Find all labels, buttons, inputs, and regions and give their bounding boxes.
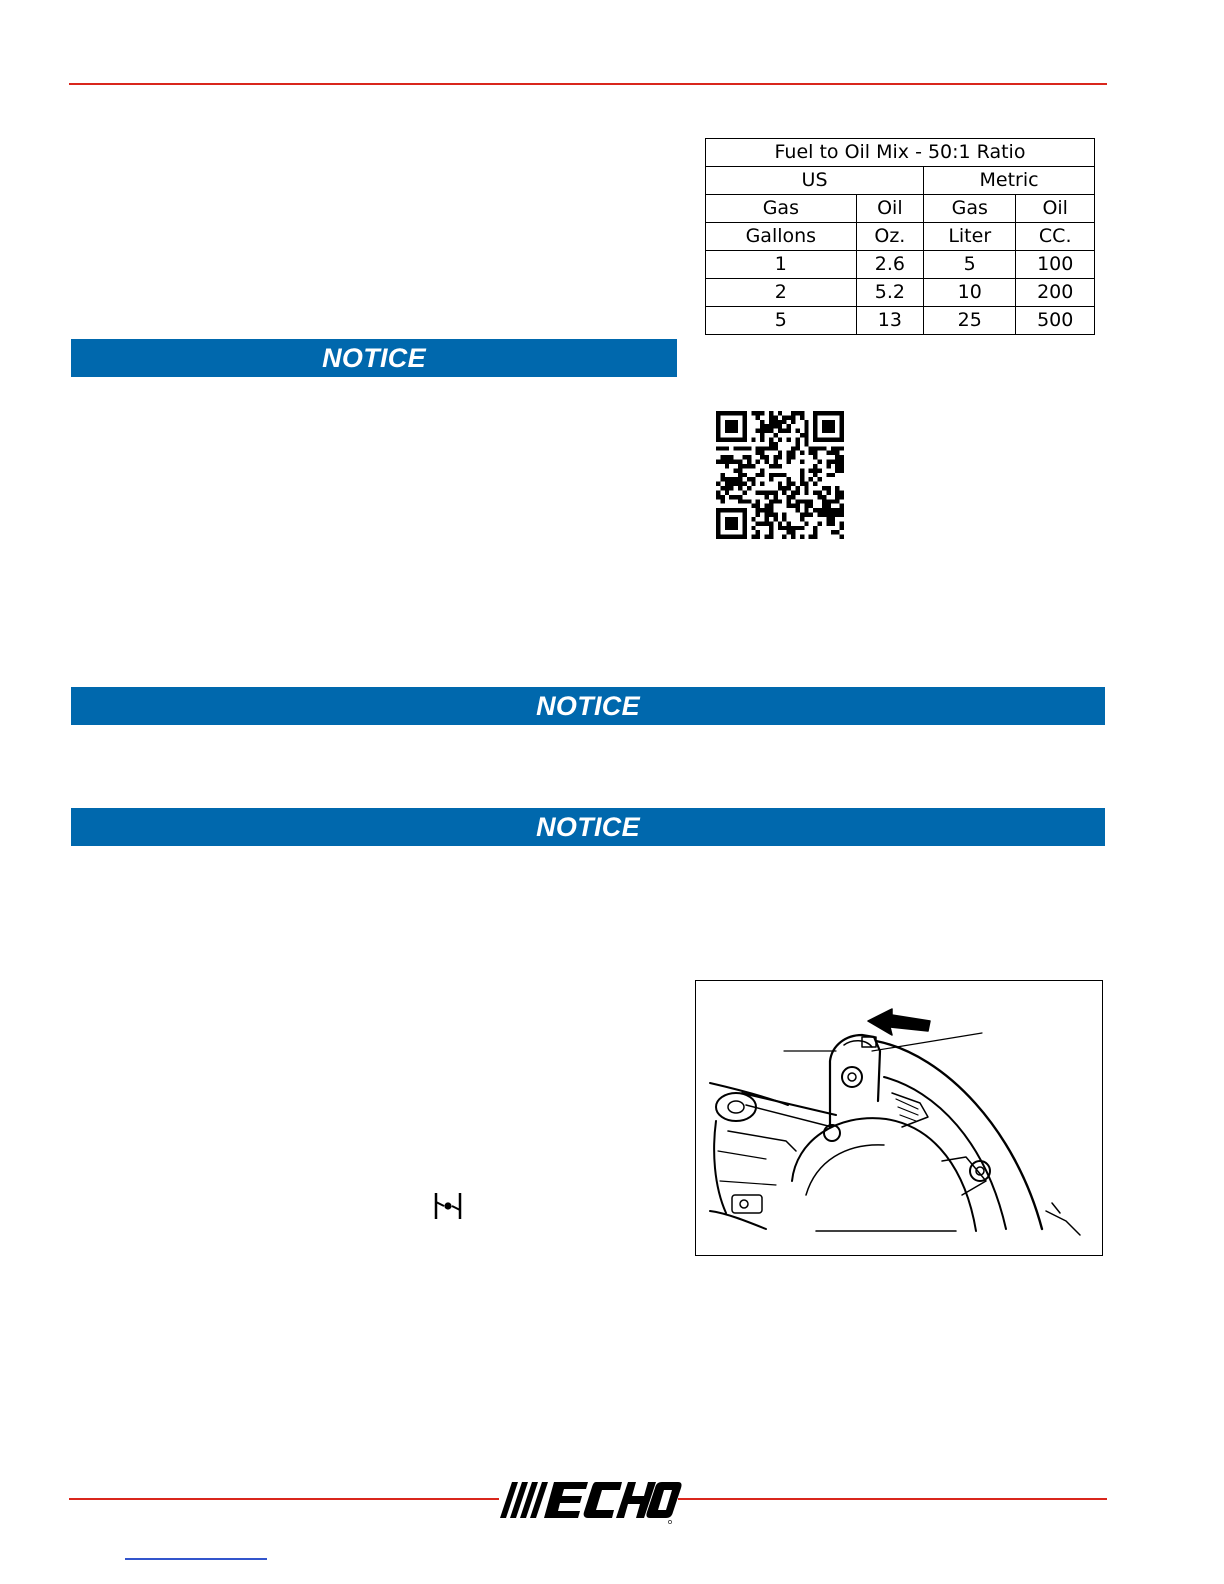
table-cell: 5.2: [856, 279, 923, 307]
footer-rule-left: [69, 1498, 499, 1500]
echo-logo: [498, 1478, 682, 1524]
table-unit-cell: Oz.: [856, 223, 923, 251]
notice-label: NOTICE: [322, 342, 426, 373]
qr-code-icon[interactable]: [716, 411, 844, 539]
table-header-row: [706, 195, 1095, 223]
table-cell: 500: [1016, 307, 1095, 335]
table-row: [706, 307, 1095, 335]
table-cell: 10: [924, 279, 1016, 307]
table-unit-cell: Liter: [924, 223, 1016, 251]
notice-label: NOTICE: [536, 811, 640, 842]
table-unit-cell: CC.: [1016, 223, 1095, 251]
table-cell: 200: [1016, 279, 1095, 307]
table-cell: 1: [706, 251, 857, 279]
header-rule: [69, 83, 1107, 85]
table-row: [706, 279, 1095, 307]
table-cell: 13: [856, 307, 923, 335]
notice-banner-2: [71, 687, 1105, 725]
arrow-icon: [868, 1009, 930, 1035]
choke-symbol-icon: [432, 1190, 464, 1222]
notice-banner-3: [71, 808, 1105, 846]
table-units-row: [706, 223, 1095, 251]
group-us: US: [706, 167, 924, 195]
table-header-cell: Oil: [1016, 195, 1095, 223]
table-cell: 100: [1016, 251, 1095, 279]
table-cell: 25: [924, 307, 1016, 335]
table-header-cell: Gas: [706, 195, 857, 223]
table-cell: 2.6: [856, 251, 923, 279]
table-cell: 2: [706, 279, 857, 307]
footer-link-underline[interactable]: [125, 1558, 267, 1560]
table-cell: 5: [706, 307, 857, 335]
blower-illustration: [695, 980, 1103, 1256]
table-title-row: [706, 139, 1095, 167]
table-group-row: [706, 167, 1095, 195]
notice-label: NOTICE: [536, 690, 640, 721]
group-metric: Metric: [924, 167, 1095, 195]
table-header-cell: Oil: [856, 195, 923, 223]
footer-rule-right: [678, 1498, 1107, 1500]
fuel-mix-table: [705, 138, 1095, 335]
notice-banner-1: [71, 339, 677, 377]
table-title: Fuel to Oil Mix - 50:1 Ratio: [706, 139, 1095, 167]
table-row: [706, 251, 1095, 279]
table-cell: 5: [924, 251, 1016, 279]
table-header-cell: Gas: [924, 195, 1016, 223]
table-unit-cell: Gallons: [706, 223, 857, 251]
